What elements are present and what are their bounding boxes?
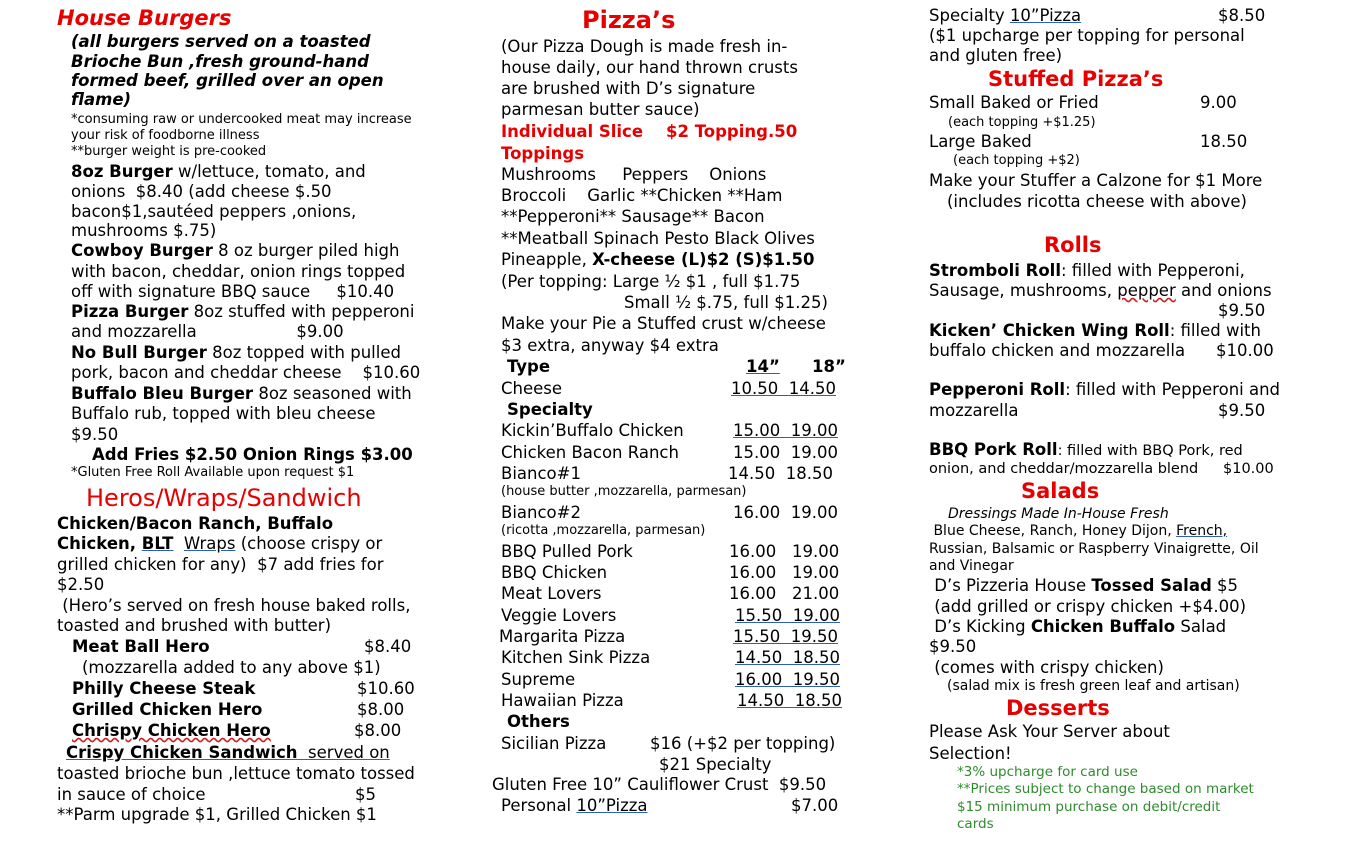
bbq-chicken-price: 16.00 19.00: [729, 563, 840, 582]
parm-upgrade: **Parm upgrade $1, Grilled Chicken $1: [57, 805, 377, 824]
burgers-intro-2: Brioche Bun ,fresh ground-hand: [71, 52, 369, 71]
bianco-1-note: (house butter ,mozzarella, parmesan): [501, 484, 747, 499]
large-price: 18.50: [1200, 132, 1248, 151]
kickin-buffalo-chicken: Kickin’Buffalo Chicken: [501, 421, 684, 440]
pizza-intro-4: parmesan butter sauce): [501, 100, 700, 119]
chrispy-chicken-hero: Chrispy Chicken Hero: [72, 721, 271, 740]
philly-cheese-steak: Philly Cheese Steak: [72, 679, 256, 698]
specialty-header: Specialty: [507, 400, 593, 419]
kickin-buffalo-price: 15.00 19.00: [733, 421, 838, 440]
pizza-intro-2: house daily, our hand thrown crusts: [501, 58, 798, 77]
chicken-bacon-ranch-price: 15.00 19.00: [733, 443, 838, 462]
upcharge-1: ($1 upcharge per topping for personal: [929, 26, 1245, 45]
stuffed-crust-1: Make your Pie a Stuffed crust w/cheese: [501, 314, 826, 333]
upcharge-2: and gluten free): [929, 46, 1063, 65]
wraps-line-1: Chicken/Bacon Ranch, Buffalo: [57, 514, 334, 533]
tossed-salad: D’s Pizzeria House Tossed Salad $5: [929, 576, 1239, 595]
minimum-purchase-note-2: cards: [957, 816, 994, 832]
menu-line: $9.50: [71, 425, 119, 444]
margarita-price: 15.50 19.50: [733, 627, 838, 646]
bianco-2: Bianco#2: [501, 503, 581, 522]
menu-item-cowboy-burger: Cowboy Burger 8 oz burger piled high: [71, 241, 400, 260]
heros-note-1: (Hero’s served on fresh house baked rolls,: [57, 596, 411, 615]
specialty-10-pizza: Specialty 10”Pizza: [929, 6, 1082, 25]
small-baked-fried: Small Baked or Fried: [929, 93, 1099, 112]
raw-meat-warning: *consuming raw or undercooked meat may increase: [71, 112, 412, 127]
bbq-pork-roll: BBQ Pork Roll: filled with BBQ Pork, red: [929, 440, 1243, 459]
wraps-line-2: Chicken, BLT Wraps (choose crispy or: [57, 534, 383, 553]
salad-mix-note: (salad mix is fresh green leaf and artisan): [947, 678, 1240, 694]
bianco-1: Bianco#1: [501, 464, 581, 483]
dressings-line-1: Blue Cheese, Ranch, Honey Dijon, French,: [929, 523, 1228, 539]
bbq-pork-price: $10.00: [1223, 461, 1274, 477]
menu-line: with bacon, cheddar, onion rings topped: [71, 262, 406, 281]
kitchen-sink-price: 14.50 18.50: [735, 648, 840, 667]
type-header: Type: [507, 357, 551, 376]
raw-meat-warning-2: your risk of foodborne illness: [71, 128, 260, 143]
size-14-header: 14”: [746, 357, 780, 376]
dressings-line-2: Russian, Balsamic or Raspberry Vinaigrette, Oil: [929, 541, 1259, 557]
crispy-chicken-note: (comes with crispy chicken): [929, 658, 1164, 677]
large-baked: Large Baked: [929, 132, 1032, 151]
grilled-chicken-hero: Grilled Chicken Hero: [72, 700, 263, 719]
hawaiian-price: 14.50 18.50: [737, 691, 842, 710]
weight-note: **burger weight is pre-cooked: [71, 144, 267, 159]
card-upcharge-note: *3% upcharge for card use: [957, 764, 1138, 780]
chrispy-price: $8.00: [354, 721, 402, 740]
wraps-line-3: grilled chicken for any) $7 add fries for: [57, 555, 384, 574]
calzone-1: Make your Stuffer a Calzone for $1 More: [929, 171, 1263, 190]
price-change-note: **Prices subject to change based on market: [957, 781, 1254, 797]
dressings-line-3: and Vinegar: [929, 558, 1014, 574]
pizza-intro-3: are brushed with D’s signature: [501, 79, 756, 98]
wraps-line-4: $2.50: [57, 575, 105, 594]
toppings-title: Toppings: [501, 144, 585, 163]
menu-item-buffalo-bleu-burger: Buffalo Bleu Burger 8oz seasoned with: [71, 384, 412, 403]
kicken-price: $10.00: [1216, 341, 1274, 360]
crispy-chicken-sandwich: Crispy Chicken Sandwich served on: [66, 743, 390, 762]
pepperoni-roll-2: mozzarella: [929, 401, 1019, 420]
cheese-pizza-price: 10.50 14.50: [731, 379, 836, 398]
chicken-buffalo-price: $9.50: [929, 637, 977, 656]
tossed-salad-note: (add grilled or crispy chicken +$4.00): [929, 597, 1247, 616]
pineapple-xcheese: Pineapple, X-cheese (L)$2 (S)$1.50: [501, 250, 815, 269]
desserts-line-2: Selection!: [929, 744, 1012, 763]
menu-item-8oz-burger: 8oz Burger w/lettuce, tomato, and: [71, 162, 366, 181]
supreme-price: 16.00 19.50: [735, 670, 840, 689]
gluten-free-crust: Gluten Free 10” Cauliflower Crust $9.50: [492, 775, 827, 794]
desserts-title: Desserts: [1006, 696, 1110, 720]
meat-ball-hero: Meat Ball Hero: [72, 637, 210, 656]
specialty-10-price: $8.50: [1218, 6, 1266, 25]
burgers-intro-4: flame): [71, 90, 132, 109]
gluten-free-roll-note: *Gluten Free Roll Available upon request $1: [71, 465, 355, 480]
size-18-header: 18”: [812, 357, 846, 376]
toppings-line: Broccoli Garlic **Chicken **Ham: [501, 186, 783, 205]
per-topping-large: (Per topping: Large ½ $1 , full $1.75: [501, 272, 801, 291]
kicken-roll-2: buffalo chicken and mozzarella: [929, 341, 1186, 360]
menu-line: bacon$1,sautéed peppers ,onions,: [71, 202, 357, 221]
kicken-chicken-wing-roll: Kicken’ Chicken Wing Roll: filled with: [929, 321, 1261, 340]
menu-line: onions $8.40 (add cheese $.50: [71, 182, 332, 201]
small-topping-note: (each topping +$1.25): [948, 115, 1096, 130]
desserts-line-1: Please Ask Your Server about: [929, 722, 1170, 741]
per-topping-small: Small ½ $.75, full $1.25): [624, 293, 828, 312]
minimum-purchase-note: $15 minimum purchase on debit/credit: [957, 799, 1221, 815]
stromboli-roll: Stromboli Roll: filled with Pepperoni,: [929, 261, 1245, 280]
menu-line: Buffalo rub, topped with bleu cheese: [71, 404, 376, 423]
toppings-line: **Meatball Spinach Pesto Black Olives: [501, 229, 815, 248]
meat-lovers: Meat Lovers: [501, 584, 602, 603]
menu-line: off with signature BBQ sauce $10.40: [71, 282, 395, 301]
sandwich-price: $5: [355, 785, 376, 804]
cheese-pizza: Cheese: [501, 379, 563, 398]
menu-item-no-bull-burger: No Bull Burger 8oz topped with pulled: [71, 343, 401, 362]
burgers-intro-1: (all burgers served on a toasted: [71, 32, 371, 51]
toppings-line: Mushrooms Peppers Onions: [501, 165, 767, 184]
bianco-2-note: (ricotta ,mozzarella, parmesan): [501, 523, 706, 538]
bbq-pork-roll-2: onion, and cheddar/mozzarella blend: [929, 461, 1199, 477]
dressings-title: Dressings Made In-House Fresh: [948, 506, 1169, 522]
veggie-lovers: Veggie Lovers: [501, 606, 617, 625]
philly-price: $10.60: [357, 679, 415, 698]
others-header: Others: [507, 712, 570, 731]
bianco-1-price: 14.50 18.50: [728, 464, 833, 483]
menu-item-pizza-burger: Pizza Burger 8oz stuffed with pepperoni: [71, 302, 415, 321]
stromboli-price: $9.50: [1218, 301, 1266, 320]
veggie-lovers-price: 15.50 19.00: [735, 606, 840, 625]
stuffed-crust-2: $3 extra, anyway $4 extra: [501, 336, 719, 355]
heros-title: Heros/Wraps/Sandwich: [86, 484, 362, 512]
bianco-2-price: 16.00 19.00: [733, 503, 838, 522]
sicilian-pizza: Sicilian Pizza: [501, 734, 607, 753]
meat-ball-hero-price: $8.40: [364, 637, 412, 656]
mozzarella-addon: (mozzarella added to any above $1): [82, 658, 381, 677]
bbq-pulled-pork: BBQ Pulled Pork: [501, 542, 633, 561]
personal-pizza: Personal 10”Pizza: [501, 796, 648, 815]
pepperoni-roll: Pepperoni Roll: filled with Pepperoni and: [929, 380, 1281, 399]
kitchen-sink-pizza: Kitchen Sink Pizza: [501, 648, 651, 667]
sandwich-line-3: in sauce of choice: [57, 785, 206, 804]
hawaiian-pizza: Hawaiian Pizza: [501, 691, 624, 710]
sicilian-specialty: $21 Specialty: [659, 755, 772, 774]
large-topping-note: (each topping +$2): [953, 153, 1080, 168]
rolls-title: Rolls: [1044, 233, 1102, 257]
chicken-buffalo-salad: D’s Kicking Chicken Buffalo Salad: [929, 617, 1227, 636]
pizza-title: Pizza’s: [582, 6, 676, 34]
meat-lovers-price: 16.00 21.00: [729, 584, 840, 603]
sandwich-line-2: toasted brioche bun ,lettuce tomato tossed: [57, 764, 415, 783]
heros-note-2: toasted and brushed with butter): [57, 616, 332, 635]
salads-title: Salads: [1021, 479, 1100, 503]
individual-slice: Individual Slice $2 Topping.50: [501, 122, 798, 141]
fries-onion-rings: Add Fries $2.50 Onion Rings $3.00: [92, 445, 413, 464]
grilled-price: $8.00: [357, 700, 405, 719]
menu-line: and mozzarella $9.00: [71, 322, 344, 341]
margarita-pizza: Margarita Pizza: [499, 627, 626, 646]
burgers-intro-3: formed beef, grilled over an open: [71, 71, 384, 90]
personal-pizza-price: $7.00: [791, 796, 839, 815]
small-price: 9.00: [1200, 93, 1237, 112]
pepperoni-price: $9.50: [1218, 401, 1266, 420]
bbq-pulled-pork-price: 16.00 19.00: [729, 542, 840, 561]
menu-line: mushrooms $.75): [71, 221, 217, 240]
stuffed-pizza-title: Stuffed Pizza’s: [988, 67, 1164, 91]
supreme: Supreme: [501, 670, 576, 689]
toppings-line: **Pepperoni** Sausage** Bacon: [501, 207, 765, 226]
bbq-chicken: BBQ Chicken: [501, 563, 608, 582]
stromboli-roll-2: Sausage, mushrooms, pepper and onions: [929, 281, 1272, 300]
pizza-intro-1: (Our Pizza Dough is made fresh in-: [501, 37, 788, 56]
menu-line: pork, bacon and cheddar cheese $10.60: [71, 363, 421, 382]
calzone-2: (includes ricotta cheese with above): [947, 192, 1247, 211]
sicilian-price: $16 (+$2 per topping): [650, 734, 836, 753]
chicken-bacon-ranch: Chicken Bacon Ranch: [501, 443, 679, 462]
burgers-title: House Burgers: [57, 6, 232, 30]
